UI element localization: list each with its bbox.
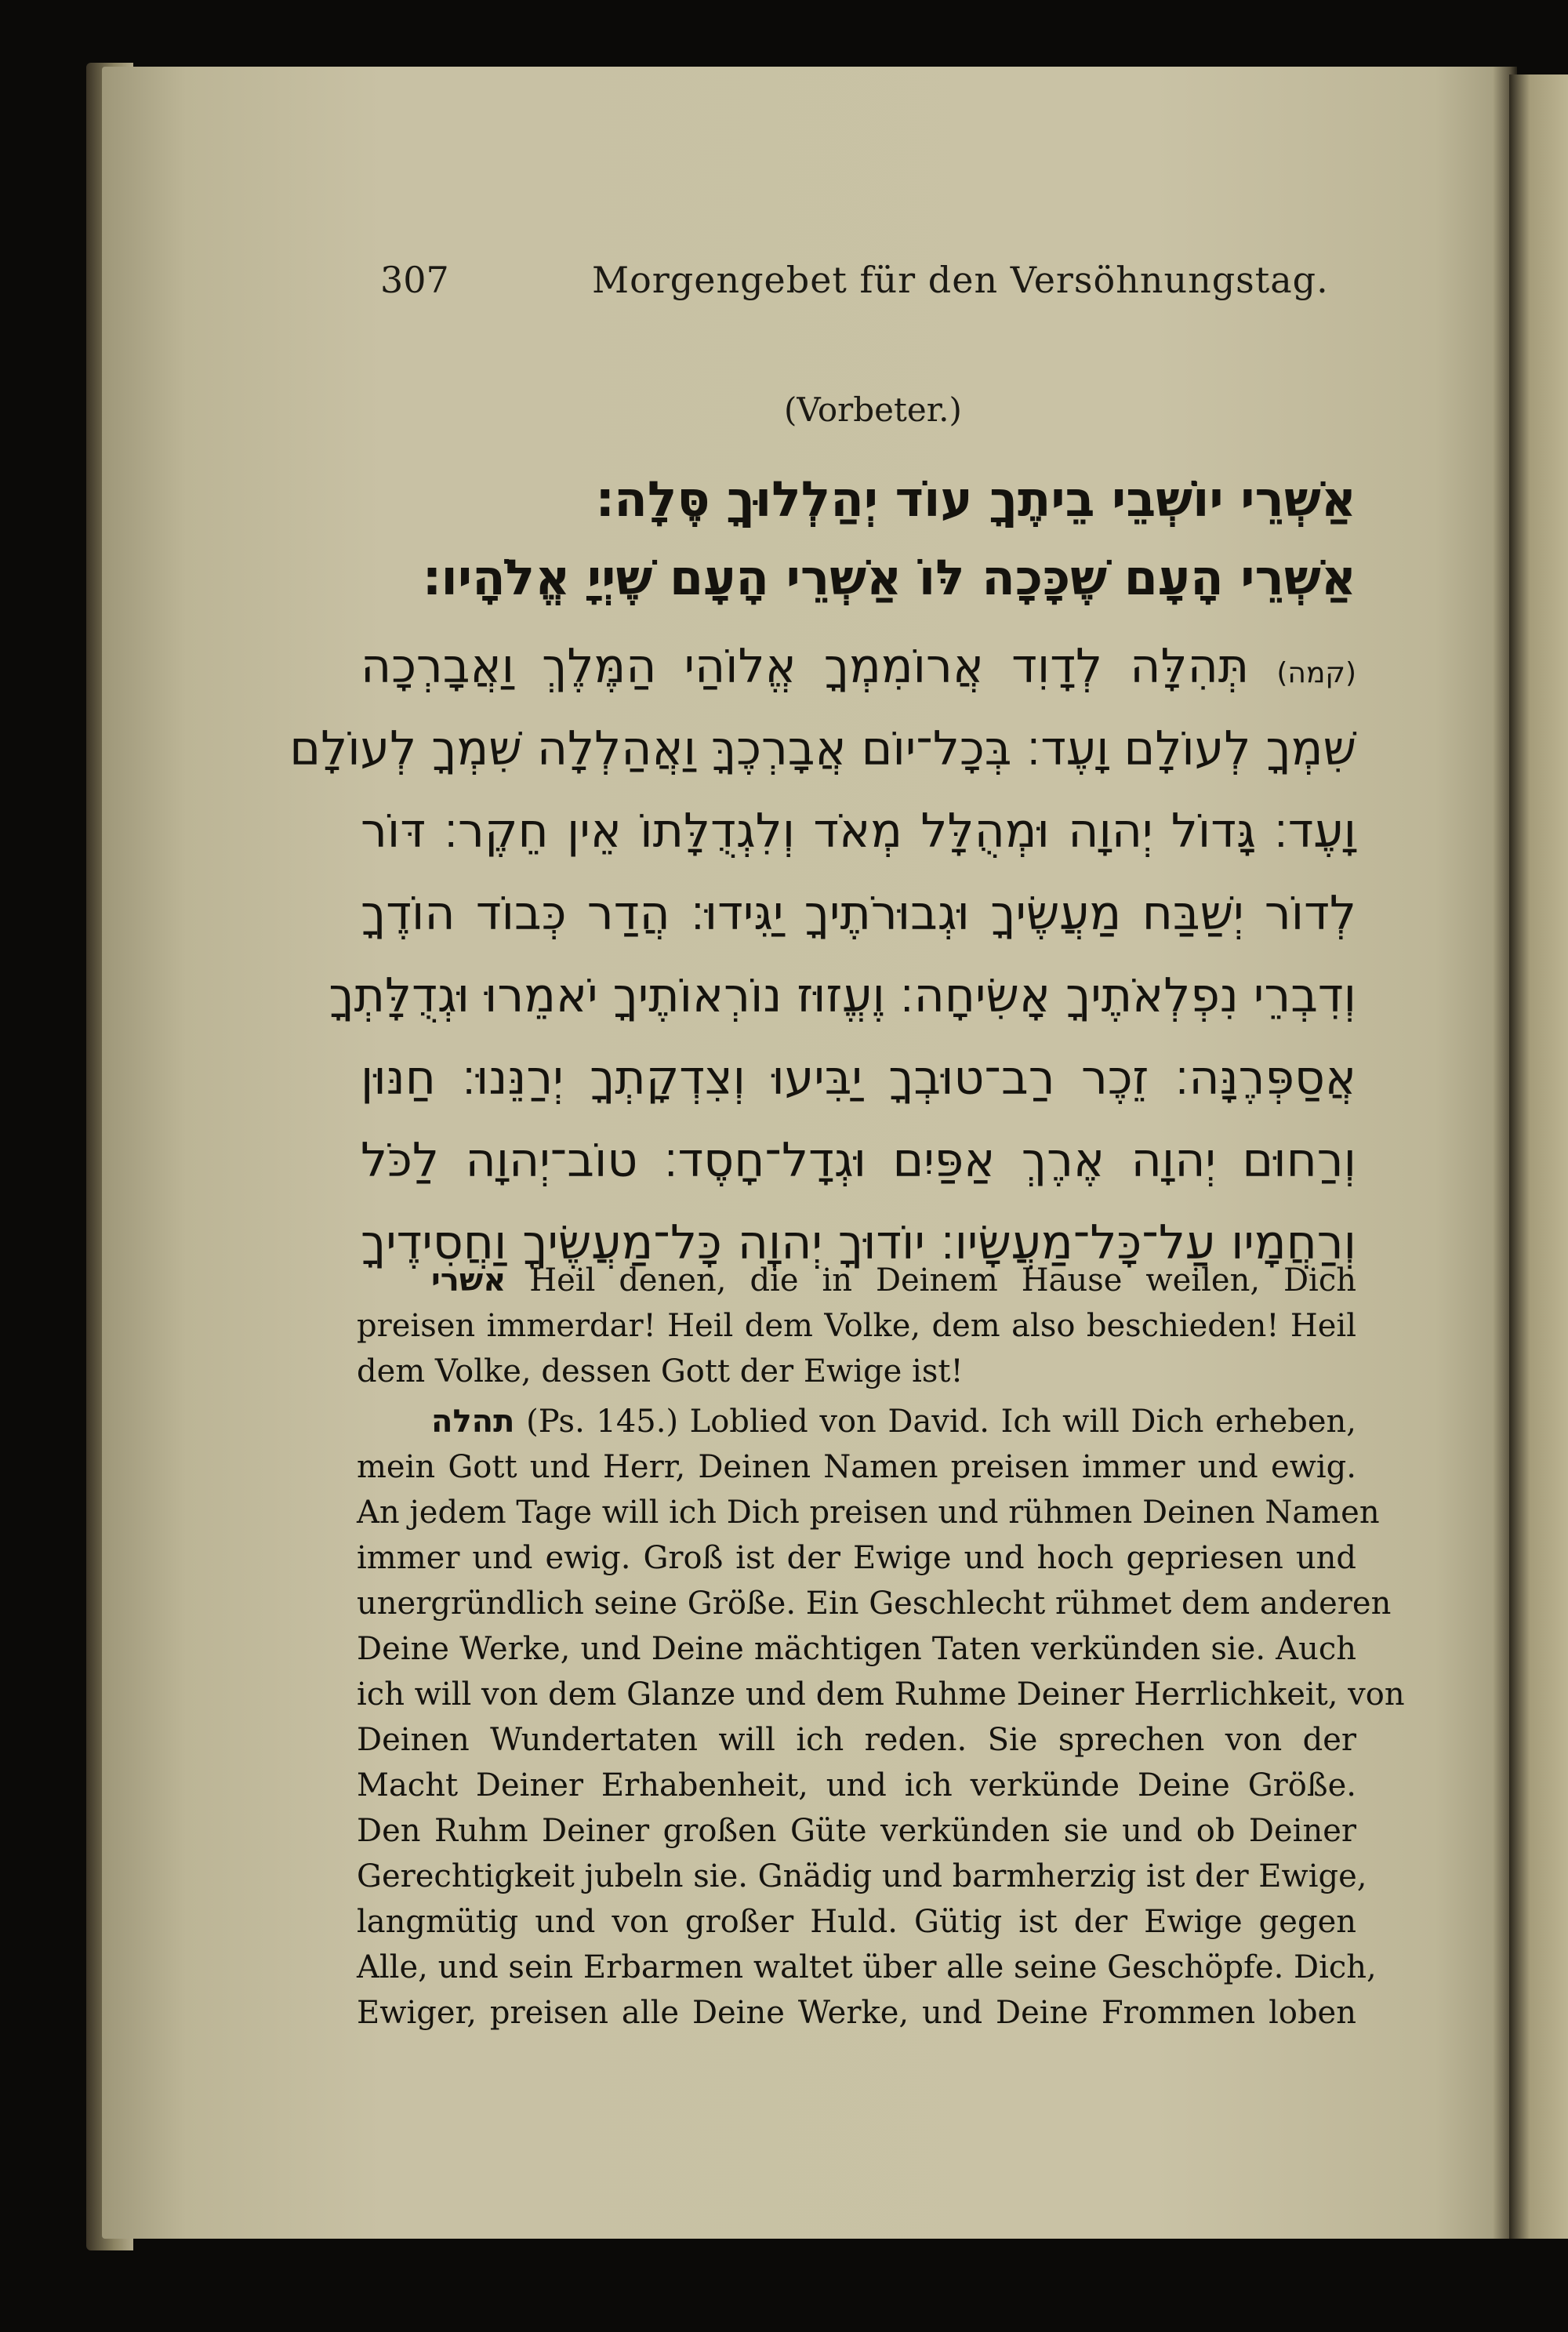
- hebrew-psalm-line-5: וְדִבְרֵי נִפְלְאֹתֶיךָ אָשִׂיחָה׃ וֶעֱזוּז נוֹרְאוֹתֶיךָ יֹאמֵרוּ וּגְדֻלָּתְךָ: [328, 968, 1356, 1023]
- german-line: Ewiger, preisen alle Deine Werke, und Deine Frommen loben: [357, 1995, 1356, 2031]
- german-line: ich will von dem Glanze und dem Ruhme Deiner Herrlichkeit, von: [357, 1676, 1405, 1713]
- german-line: Den Ruhm Deiner großen Güte verkünden sie und ob Deiner: [357, 1813, 1356, 1849]
- hebrew-psalm-line-1-text: תְּהִלָּה לְדָוִד אֲרוֹמִמְךָ אֱלוֹהַי הַמֶּלֶךְ וַאֲבָרְכָה: [361, 639, 1250, 694]
- paragraph-keyword: תהלה: [431, 1404, 515, 1440]
- german-line: An jedem Tage will ich Dich preisen und rühmen Deinen Namen: [357, 1495, 1380, 1531]
- german-line-text: Heil denen, die in Deinem Hause weilen, Dich: [529, 1262, 1356, 1299]
- german-line: preisen immerdar! Heil dem Volke, dem also beschieden! Heil: [357, 1308, 1356, 1344]
- german-line: unergründlich seine Größe. Ein Geschlecht rühmet dem anderen: [357, 1586, 1392, 1622]
- german-line: langmütig und von großer Huld. Gütig ist der Ewige gegen: [357, 1904, 1356, 1940]
- german-line: immer und ewig. Groß ist der Ewige und hoch gepriesen und: [357, 1540, 1356, 1576]
- german-line: Gerechtigkeit jubeln sie. Gnädig und barmherzig ist der Ewige,: [357, 1858, 1367, 1894]
- hebrew-verse-2: אַשְׁרֵי הָעָם שֶׁכָּכָה לּוֹ אַשְׁרֵי הָעָם שֶׁיְיָ אֱלֹהָיו׃: [423, 549, 1356, 606]
- german-line: Alle, und sein Erbarmen waltet über alle seine Geschöpfe. Dich,: [357, 1949, 1377, 1985]
- running-title: Morgengebet für den Versöhnungstag.: [592, 259, 1329, 301]
- hebrew-verse-1: אַשְׁרֵי יוֹשְׁבֵי בֵיתֶךָ עוֹד יְהַלְלוּךָ סֶּלָה׃: [596, 470, 1356, 528]
- german-line: Deine Werke, und Deine mächtigen Taten verkünden sie. Auch: [357, 1631, 1356, 1667]
- hebrew-psalm-line-4: לְדוֹר יְשַׁבַּח מַעֲשֶׂיךָ וּגְבוּרֹתֶיךָ יַגִּידוּ׃ הֲדַר כְּבוֹד הוֹדֶךָ: [361, 886, 1356, 941]
- hebrew-psalm-line-1: [361, 639, 1356, 694]
- german-line: dem Volke, dessen Gott der Ewige ist!: [357, 1353, 964, 1389]
- hebrew-psalm-line-7: וְרַחוּם יְהוָה אֶרֶךְ אַפַּיִם וּגְדָל־חָסֶד׃ טוֹב־יְהוָה לַכֹּל: [361, 1133, 1356, 1188]
- german-line: Deinen Wundertaten will ich reden. Sie sprechen von der: [357, 1722, 1356, 1758]
- reader-note: (Vorbeter.): [784, 390, 962, 429]
- hebrew-psalm-line-2: שִׁמְךָ לְעוֹלָם וָעֶד׃ בְּכָל־יוֹם אֲבָרְכֶךָּ וַאֲהַלְלָה שִׁמְךָ לְעוֹלָם: [289, 721, 1356, 776]
- german-line: [357, 1404, 1356, 1449]
- page-header: [380, 259, 1415, 314]
- german-paragraph-1: [357, 1262, 1356, 1399]
- hebrew-psalm-line-6: אֲסַפְּרֶנָּה׃ זֵכֶר רַב־טוּבְךָ יַבִּיעוּ וְצִדְקָתְךָ יְרַנֵּנוּ׃ חַנּוּן: [361, 1051, 1356, 1106]
- page-number: 307: [380, 259, 449, 301]
- german-paragraph-2: [357, 1404, 1405, 2040]
- hebrew-psalm-line-8: וְרַחֲמָיו עַל־כָּל־מַעֲשָׂיו׃ יוֹדוּךָ יְהוָה כָּל־מַעֲשֶׂיךָ וַחֲסִידֶיךָ: [361, 1215, 1356, 1270]
- german-line: mein Gott und Herr, Deinen Namen preisen immer und ewig.: [357, 1449, 1356, 1485]
- psalm-reference: (קמה): [1276, 657, 1356, 689]
- german-line: Macht Deiner Erhabenheit, und ich verkünde Deine Größe.: [357, 1767, 1356, 1803]
- paragraph-keyword: אשרי: [431, 1262, 506, 1299]
- german-line-text: (Ps. 145.) Loblied von David. Ich will Dich erheben,: [526, 1404, 1356, 1440]
- german-line: [357, 1262, 1356, 1308]
- facing-page-edge: [1509, 74, 1568, 2239]
- hebrew-psalm-line-3: וָעֶד׃ גָּדוֹל יְהוָה וּמְהֻלָּל מְאֹד וְלִגְדֻלָּתוֹ אֵין חֵקֶר׃ דּוֹר: [361, 804, 1356, 859]
